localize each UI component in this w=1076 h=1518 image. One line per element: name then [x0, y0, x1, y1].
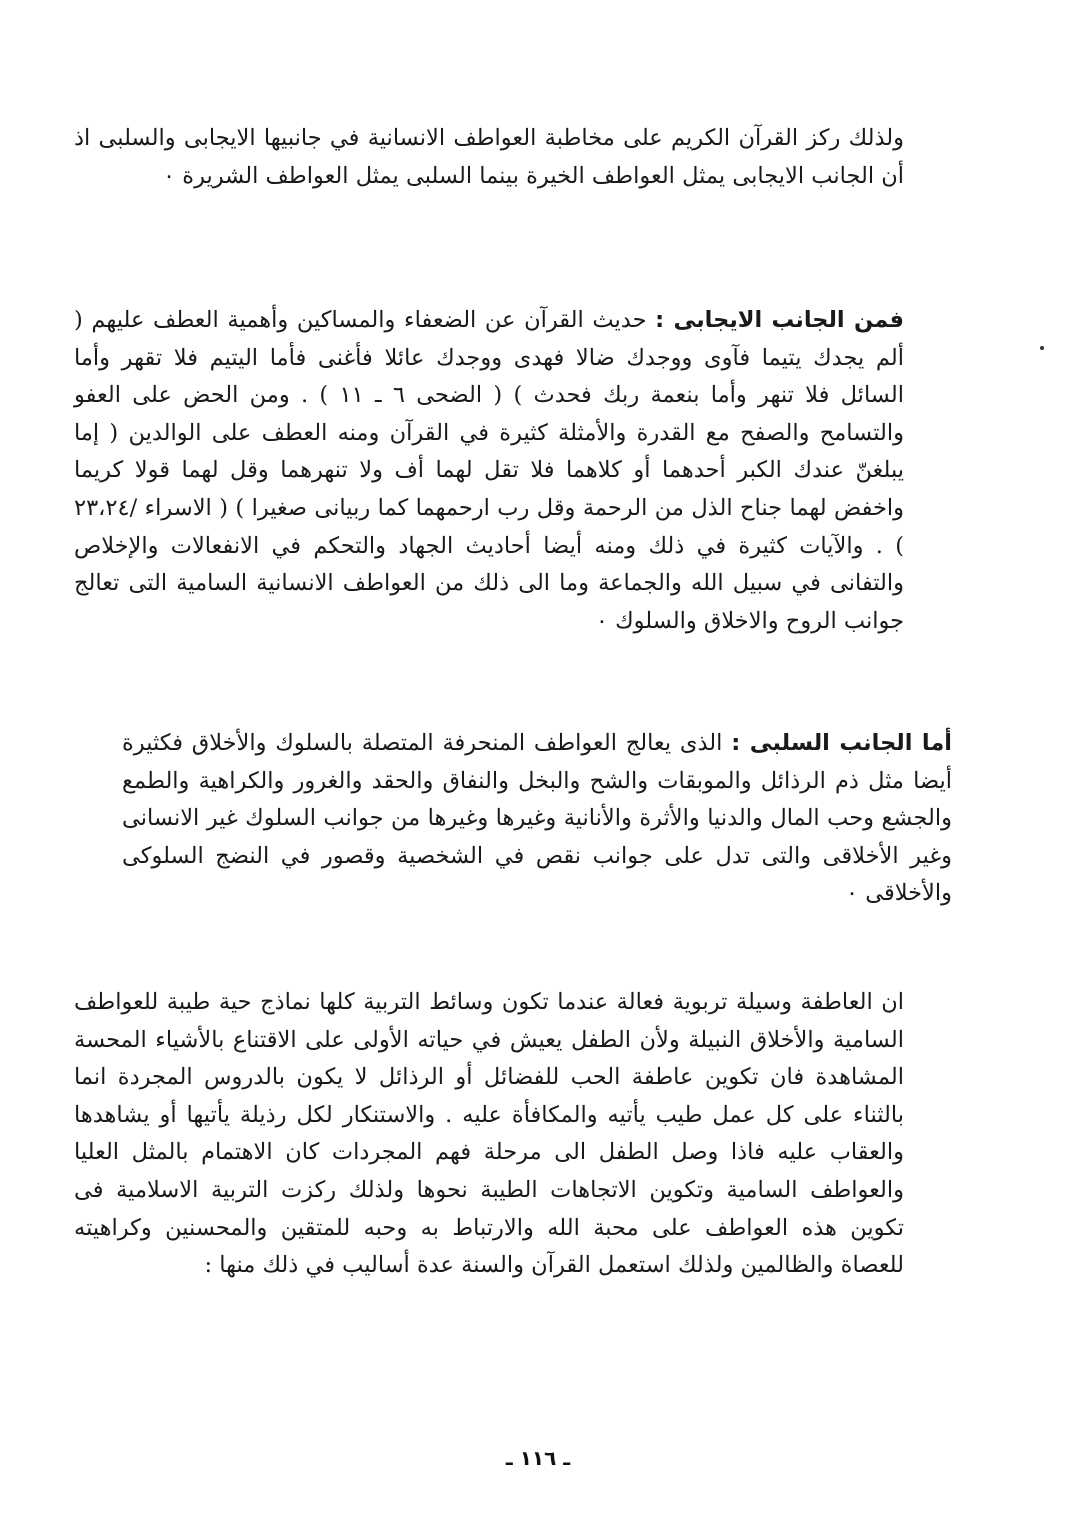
paragraph-emotion-education [74, 984, 952, 1285]
paragraph-negative-side-text: الذى يعالج العواطف المنحرفة المتصلة بالسلوك والأخلاق فكثيرة أيضا مثل ذم الرذائل والموبقات والشح والبخل والنفاق والحقد والغرور والكراهية والطمع والجشع وحب المال والدنيا والأثرة والأنانية وغيرها وغيرها من جوانب السلوك غير الانسانى وغير الأخلاقى والتى تدل على جوانب نقص في الشخصية وقصور في النضج السلوكى والأخلاقى ٠ [122, 730, 952, 907]
paragraph-intro [74, 120, 952, 195]
paragraph-positive-side [74, 302, 952, 640]
paragraph-negative-side [122, 725, 952, 913]
page-number: ـ ١١٦ ـ [505, 1446, 571, 1470]
paragraph-negative-side-heading: أما الجانب السلبى : [731, 730, 953, 756]
paragraph-emotion-education-text: ان العاطفة وسيلة تربوية فعالة عندما تكون وسائط التربية كلها نماذج حية طيبة للعواطف السامية والأخلاق النبيلة ولأن الطفل يعيش في حياته الأولى على الاقتناع بالأشياء المحسة المشاهدة فان تكوين عاطفة الحب للفضائل أو الرذائل لا يكون بالدروس المجردة انما بالثناء على كل عمل طيب يأتيه والمكافأة عليه . والاستنكار لكل رذيلة يأتيها أو يشاهدها والعقاب عليه فاذا وصل الطفل الى مرحلة فهم المجردات كان الاهتمام بالمثل العليا والعواطف السامية وتكوين الاتجاهات الطيبة نحوها ولذلك ركزت التربية الاسلامية فى تكوين هذه العواطف على محبة الله والارتباط به وحبه للمتقين والمحسنين وكراهيته للعصاة والظالمين ولذلك استعمل القرآن والسنة عدة أساليب في ذلك منها : [74, 989, 904, 1279]
paragraph-intro-text: ولذلك ركز القرآن الكريم على مخاطبة العواطف الانسانية في جانبيها الايجابى والسلبى اذ أن الجانب الايجابى يمثل العواطف الخيرة بينما السلبى يمثل العواطف الشريرة ٠ [74, 125, 904, 189]
margin-dot-mark [1040, 346, 1044, 350]
paragraph-positive-side-text: حديث القرآن عن الضعفاء والمساكين وأهمية العطف عليهم ( ألم يجدك يتيما فآوى ووجدك ضالا فهدى ووجدك عائلا فأغنى فأما اليتيم فلا تقهر وأما السائل فلا تنهر وأما بنعمة ربك فحدث ) ( الضحى ٦ ـ ١١ ) . ومن الحض على العفو والتسامح والصفح مع القدرة والأمثلة كثيرة في القرآن ومنه العطف على الوالدين ( إما يبلغنّ عندك الكبر أحدهما أو كلاهما فلا تقل لهما أف ولا تنهرهما وقل لهما قولا كريما واخفض لهما جناح الذل من الرحمة وقل رب ارحمهما كما ربيانى صغيرا ) ( الاسراء /٢٣،٢٤ ) . والآيات كثيرة في ذلك ومنه أيضا أحاديث الجهاد والتحكم في الانفعالات والإخلاص والتفانى في سبيل الله والجماعة وما الى ذلك من العواطف الانسانية السامية التى تعالج جوانب الروح والاخلاق والسلوك ٠ [74, 307, 904, 634]
paragraph-positive-side-heading: فمن الجانب الايجابى : [655, 307, 905, 333]
